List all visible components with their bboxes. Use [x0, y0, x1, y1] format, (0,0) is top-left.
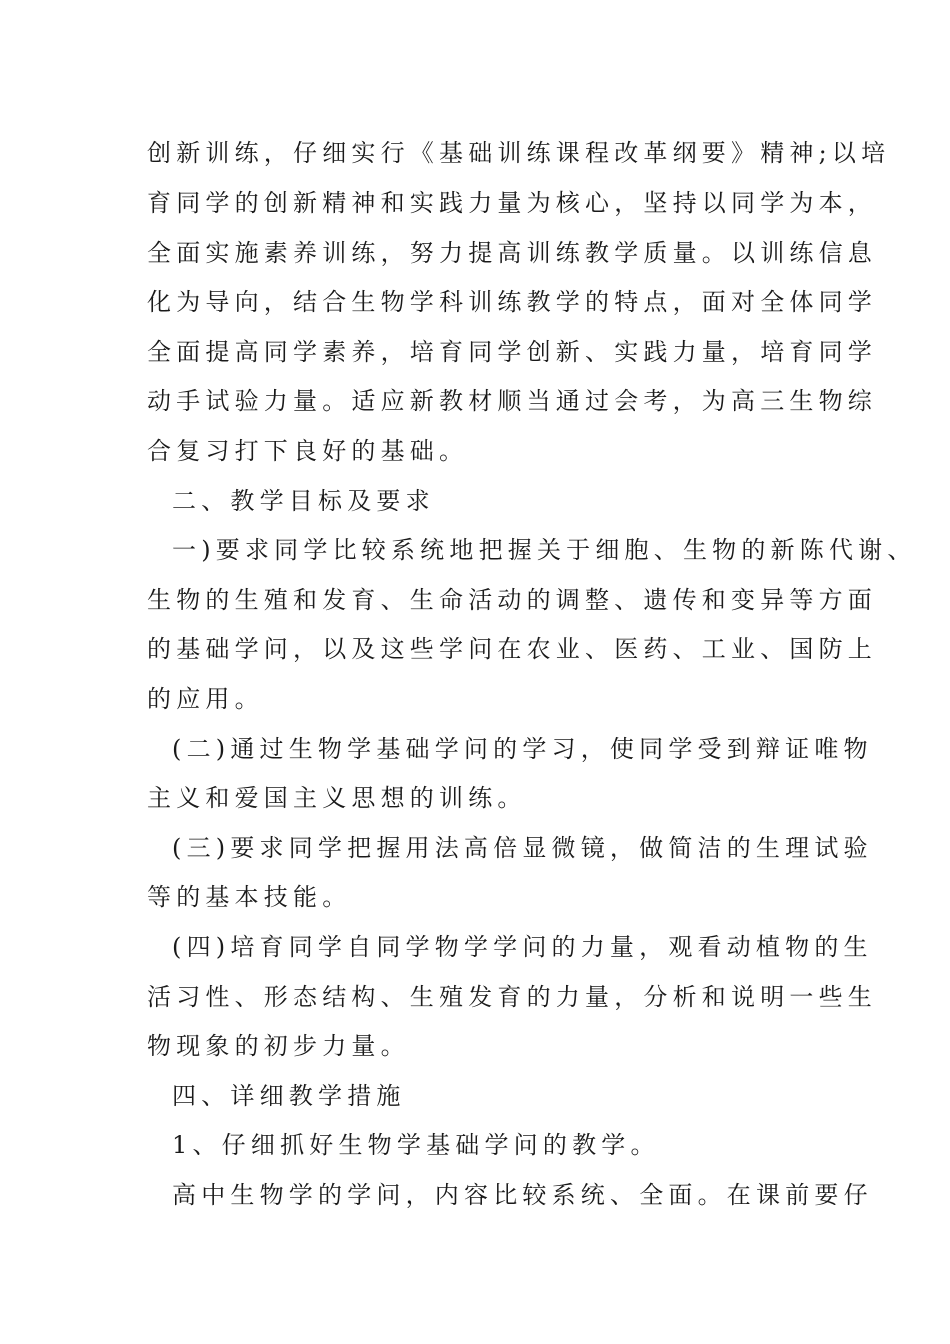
- paragraph-line: 生物的生殖和发育、生命活动的调整、遗传和变异等方面: [147, 586, 877, 614]
- paragraph-line: (二)通过生物学基础学问的学习，使同学受到辩证唯物: [172, 735, 873, 763]
- paragraph-line: 物现象的初步力量。: [147, 1032, 410, 1060]
- paragraph-line: 动手试验力量。适应新教材顺当通过会考，为高三生物综: [147, 387, 877, 415]
- paragraph-line: 活习性、形态结构、生殖发育的力量，分析和说明一些生: [147, 983, 877, 1011]
- paragraph-line: 全面提高同学素养，培育同学创新、实践力量，培育同学: [147, 338, 877, 366]
- paragraph-line: 的基础学问，以及这些学问在农业、医药、工业、国防上: [147, 635, 877, 663]
- subsection-heading: 1、仔细抓好生物学基础学问的教学。: [172, 1131, 660, 1159]
- paragraph-line: 等的基本技能。: [147, 883, 352, 911]
- section-heading: 二、教学目标及要求: [172, 487, 435, 515]
- paragraph-line: 一)要求同学比较系统地把握关于细胞、生物的新陈代谢、: [172, 536, 917, 564]
- section-heading: 四、详细教学措施: [172, 1082, 406, 1110]
- paragraph-line: 化为导向，结合生物学科训练教学的特点，面对全体同学: [147, 288, 877, 316]
- paragraph-line: 的应用。: [147, 685, 264, 713]
- paragraph-line: (三)要求同学把握用法高倍显微镜，做简洁的生理试验: [172, 834, 873, 862]
- paragraph-line: 全面实施素养训练，努力提高训练教学质量。以训练信息: [147, 239, 877, 267]
- paragraph-line: 主义和爱国主义思想的训练。: [147, 784, 527, 812]
- paragraph-line: 创新训练，仔细实行《基础训练课程改革纲要》精神;以培: [147, 139, 891, 167]
- paragraph-line: (四)培育同学自同学物学学问的力量，观看动植物的生: [172, 933, 873, 961]
- paragraph-line: 育同学的创新精神和实践力量为核心，坚持以同学为本，: [147, 189, 877, 217]
- paragraph-line: 高中生物学的学问，内容比较系统、全面。在课前要仔: [172, 1181, 873, 1209]
- paragraph-line: 合复习打下良好的基础。: [147, 437, 469, 465]
